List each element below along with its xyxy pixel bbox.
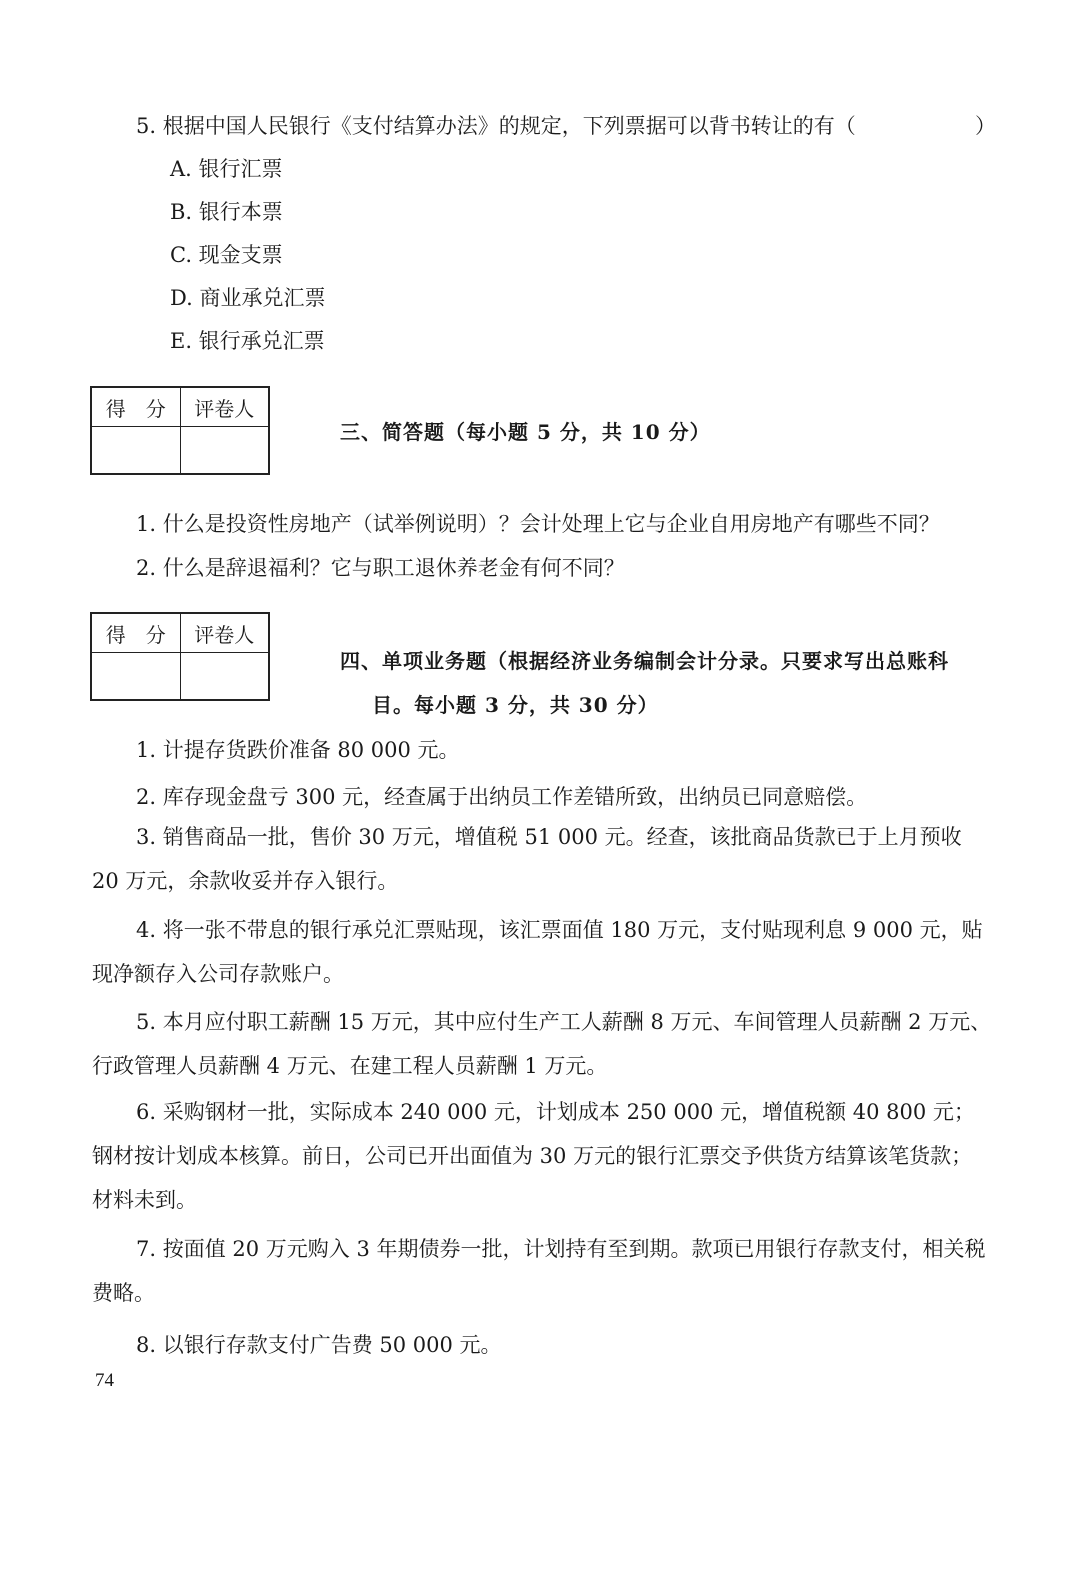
section4-question-7: 7. 按面值 20 万元购入 3 年期债券一批，计划持有至到期。款项已用银行存款支付，相关税费略。 [92,1237,986,1305]
page-number: 74 [95,1370,114,1391]
score-box-section4 [90,612,270,701]
score-cell [91,427,180,475]
section4-question-6: 6. 采购钢材一批，实际成本 240 000 元，计划成本 250 000 元，增值税额 40 800 元；钢材按计划成本核算。前日，公司已开出面值为 30 万元的银行汇票交予供货方结算该笔货款；材料未到。 [92,1100,975,1212]
option-e: E. 银行承兑汇票 [170,329,325,353]
option-a: A. 银行汇票 [170,157,283,181]
section4-question-8: 8. 以银行存款支付广告费 50 000 元。 [136,1333,502,1357]
grader-cell [180,653,269,701]
grader-header: 评卷人 [180,387,269,427]
option-c: C. 现金支票 [170,243,283,267]
score-cell [91,653,180,701]
grader-header: 评卷人 [180,613,269,653]
grader-cell [180,427,269,475]
score-header: 得 分 [91,387,180,427]
section4-question-3: 3. 销售商品一批，售价 30 万元，增值税 51 000 元。经查，该批商品货款已于上月预收 20 万元，余款收妥并存入银行。 [92,825,962,893]
section4-question-5: 5. 本月应付职工薪酬 15 万元，其中应付生产工人薪酬 8 万元、车间管理人员薪酬 2 万元、行政管理人员薪酬 4 万元、在建工程人员薪酬 1 万元。 [92,1010,992,1078]
score-header: 得 分 [91,613,180,653]
section4-title-line2: 目。每小题 3 分，共 30 分） [372,693,659,717]
section4-question-4: 4. 将一张不带息的银行承兑汇票贴现，该汇票面值 180 万元，支付贴现利息 9 000 元，贴现净额存入公司存款账户。 [92,918,983,986]
option-d: D. 商业承兑汇票 [170,286,326,310]
score-box-section3 [90,386,270,475]
section4-question-2: 2. 库存现金盘亏 300 元，经查属于出纳员工作差错所致，出纳员已同意赔偿。 [136,785,868,809]
option-b: B. 银行本票 [170,200,283,224]
section3-title: 三、简答题（每小题 5 分，共 10 分） [340,420,711,444]
question-5-stem: 5. 根据中国人民银行《支付结算办法》的规定，下列票据可以背书转让的有（ [136,114,856,138]
section3-question-2: 2. 什么是辞退福利？它与职工退休养老金有何不同？ [136,556,625,580]
section3-question-1: 1. 什么是投资性房地产（试举例说明）？会计处理上它与企业自用房地产有哪些不同？ [136,512,940,536]
section4-question-1: 1. 计提存货跌价准备 80 000 元。 [136,738,460,762]
section4-title-line1: 四、单项业务题（根据经济业务编制会计分录。只要求写出总账科 [340,649,949,673]
answer-paren-close: ） [975,114,996,138]
